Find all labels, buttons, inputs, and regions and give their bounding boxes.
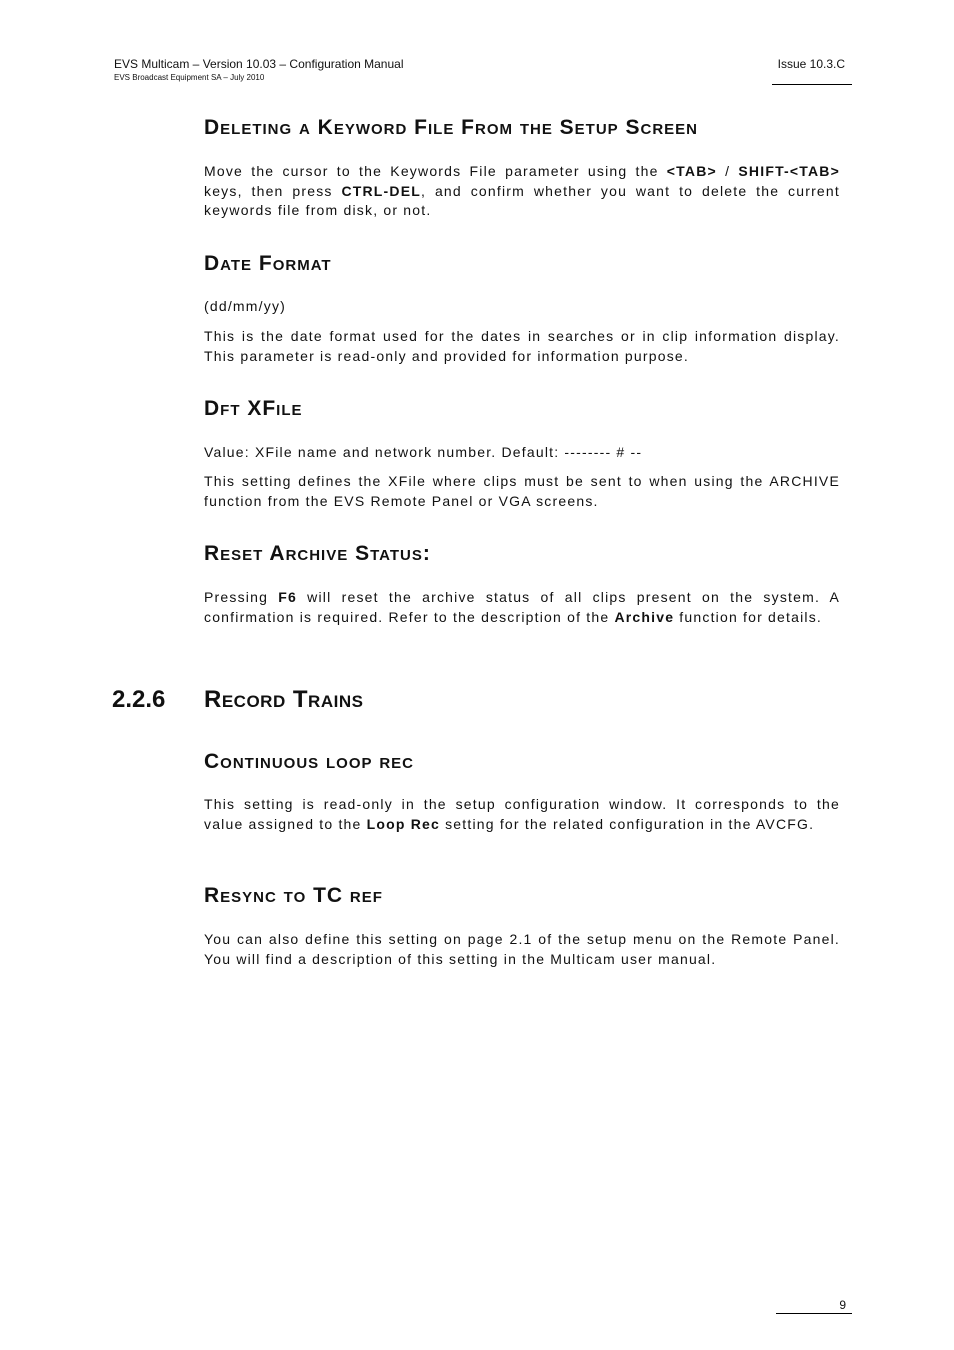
date-format-value: (dd/mm/yy) — [204, 298, 286, 314]
page-header — [114, 57, 404, 83]
chapter-title: Record Trains — [204, 686, 364, 713]
heading-date-format: Date Format — [204, 252, 332, 275]
loop-rec-term: Loop Rec — [366, 815, 440, 832]
chapter-number: 2.2.6 — [112, 686, 166, 713]
heading-continuous-loop-rec: Continuous loop rec — [204, 750, 415, 773]
paragraph-date-format: This is the date format used for the dates in searches or in clip information display. This parameter is read-only and provided for information purpose. — [204, 328, 840, 364]
header-issue: Issue 10.3.C — [777, 57, 845, 71]
footer-rule — [776, 1313, 852, 1314]
key-ctrl-del: CTRL-DEL — [341, 182, 422, 199]
heading-reset-archive-status: Reset Archive Status: — [204, 542, 431, 565]
dft-xfile-value: Value: XFile name and network number. Default: -------- # -- — [204, 444, 643, 460]
key-tab: <TAB> — [666, 163, 717, 179]
paragraph-deleting: Move the cursor to the Keywords File parameter using the <TAB> / SHIFT-<TAB> keys, then press CTRL-DEL, and confirm whether you want to delete the current keywords file from disk, or not. — [204, 163, 840, 219]
heading-resync-tc-ref: Resync to TC ref — [204, 884, 383, 907]
page-number: 9 — [839, 1298, 846, 1312]
key-shift-tab: SHIFT-<TAB> — [738, 163, 840, 179]
paragraph-dft-xfile: This setting defines the XFile where clips must be sent to when using the ARCHIVE function from the EVS Remote Panel or VGA screens. — [204, 473, 840, 509]
header-rule — [772, 84, 852, 85]
archive-term: Archive — [614, 608, 675, 625]
header-subtitle: EVS Broadcast Equipment SA – July 2010 — [114, 73, 265, 82]
paragraph-resync: You can also define this setting on page 2.1 of the setup menu on the Remote Panel. You will find a description of this setting in the Multicam user manual. — [204, 931, 840, 967]
header-title: EVS Multicam – Version 10.03 – Configuration Manual — [114, 57, 404, 71]
paragraph-reset-archive: Pressing F6 will reset the archive status of all clips present on the system. A confirmation is required. Refer to the description of the Archive function for details. — [204, 589, 840, 625]
paragraph-continuous-loop: This setting is read-only in the setup configuration window. It corresponds to the value assigned to the Loop Rec setting for the related configuration in the AVCFG. — [204, 796, 840, 832]
heading-dft-xfile: Dft XFile — [204, 397, 303, 420]
heading-deleting-keyword-file: Deleting a Keyword File From the Setup Screen — [204, 116, 699, 139]
key-f6: F6 — [278, 589, 297, 605]
